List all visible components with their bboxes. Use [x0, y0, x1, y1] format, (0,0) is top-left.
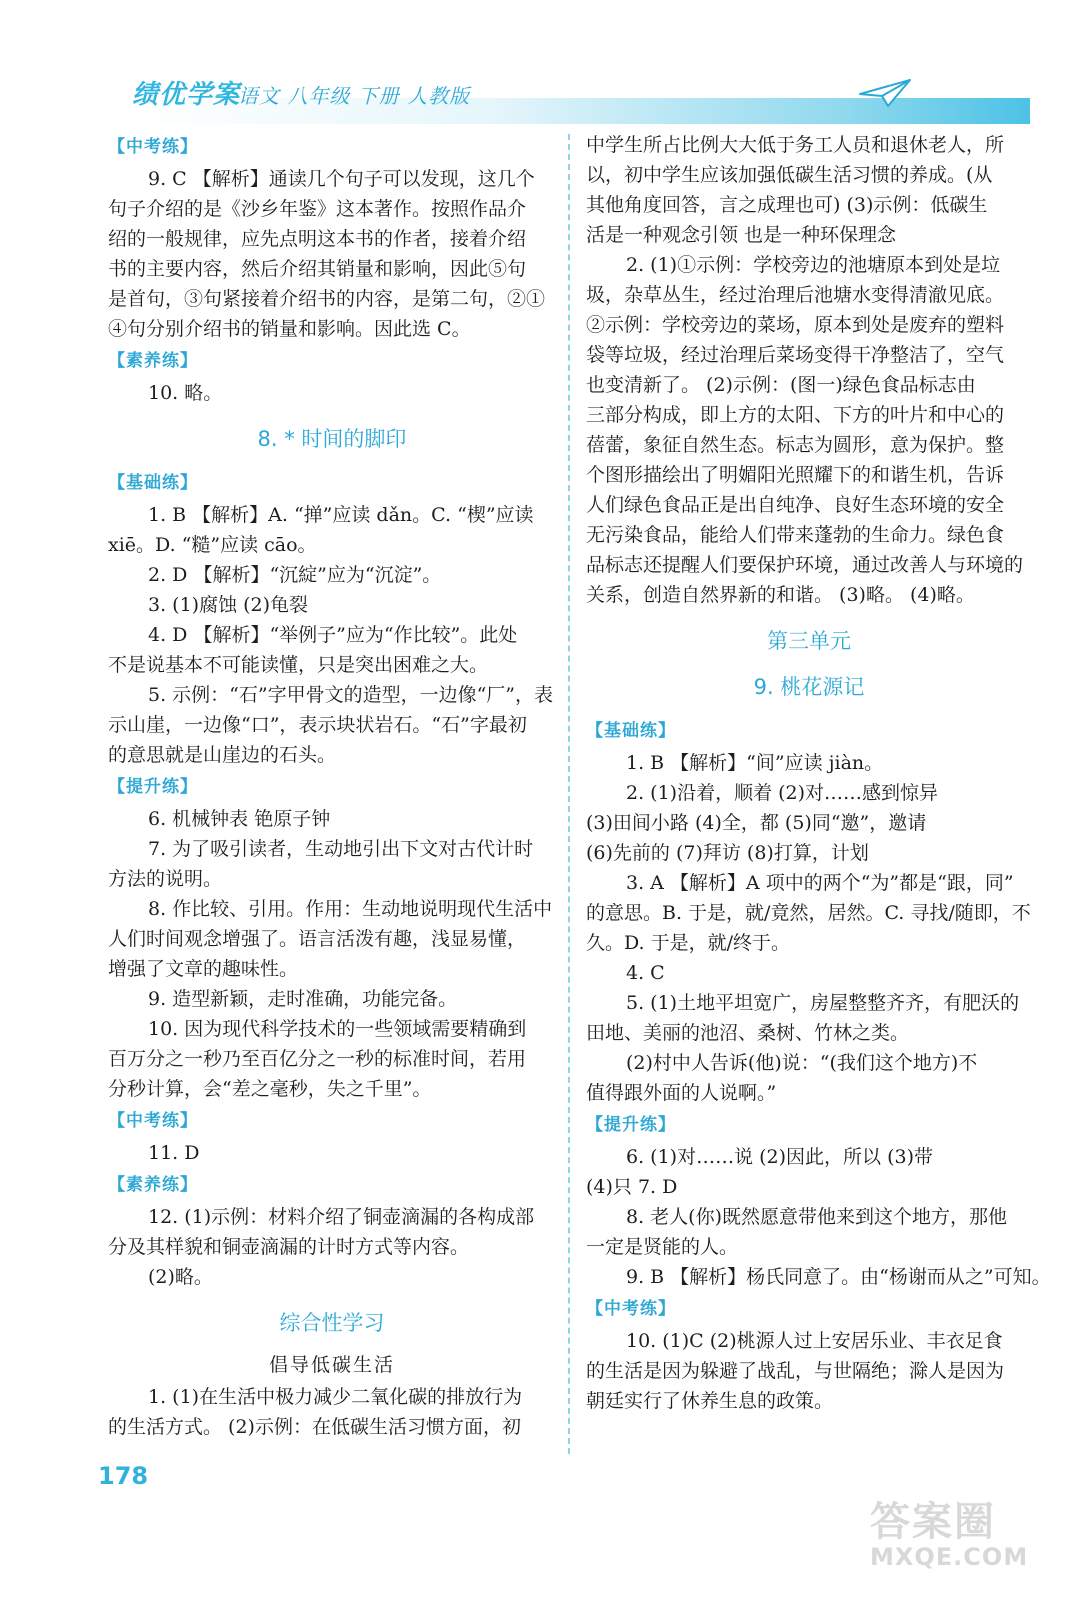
answer-line: 8. 老人(你)既然愿意带他来到这个地方，那他: [626, 1206, 1007, 1228]
section-tag: 【素养练】: [108, 1175, 198, 1195]
answer-line: 是首句，③句紧接着介绍书的内容，是第二句，②①: [108, 288, 546, 310]
answer-line: 1. B 【解析】“间”应读 jiàn。: [626, 752, 884, 774]
answer-line: 值得跟外面的人说啊。”: [586, 1082, 777, 1104]
series-logo: 绩优学案: [132, 80, 241, 110]
answer-line: 久。D. 于是，就/终于。: [586, 932, 791, 954]
answer-line: 分及其样貌和铜壶滴漏的计时方式等内容。: [108, 1236, 470, 1258]
answer-line: 6. (1)对……说 (2)因此，所以 (3)带: [626, 1146, 933, 1168]
answer-line: 袋等垃圾，经过治理后菜场变得干净整洁了，空气: [586, 344, 1005, 366]
answer-line: 关系，创造自然界新的和谐。 (3)略。 (4)略。: [586, 584, 975, 606]
answer-line: 12. (1)示例：材料介绍了铜壶滴漏的各构成部: [148, 1206, 535, 1228]
answer-line: 4. D 【解析】“举例子”应为“作比较”。此处: [148, 624, 518, 646]
answer-line: (6)先前的 (7)拜访 (8)打算，计划: [586, 842, 869, 864]
answer-line: 其他角度回答，言之成理也可) (3)示例：低碳生: [586, 194, 988, 216]
answer-line: 圾，杂草丛生，经过治理后池塘水变得清澈见底。: [586, 284, 1005, 306]
answer-line: 的生活方式。 (2)示例：在低碳生活习惯方面，初: [108, 1416, 521, 1438]
answer-line: 10. 略。: [148, 382, 223, 404]
answer-line: 示山崖，一边像“口”，表示块状岩石。“石”字最初: [108, 714, 527, 736]
answer-line: 的意思就是山崖边的石头。: [108, 744, 337, 766]
section-tag: 【中考练】: [108, 1111, 198, 1131]
page-number: 178: [98, 1462, 149, 1490]
answer-line: 1. B 【解析】A. “掸”应读 dǎn。C. “楔”应读: [148, 504, 534, 526]
book-title: 语文 八年级 下册 人教版: [238, 84, 471, 108]
answer-line: 5. (1)土地平坦宽广，房屋整整齐齐，有肥沃的: [626, 992, 1020, 1014]
answer-line: 田地、美丽的池沼、桑树、竹林之类。: [586, 1022, 910, 1044]
answer-line: 个图形描绘出了明媚阳光照耀下的和谐生机，告诉: [586, 464, 1005, 486]
answer-line: 人们时间观念增强了。语言活泼有趣，浅显易懂，: [108, 928, 527, 950]
answer-line: 9. 造型新颖，走时准确，功能完备。: [148, 988, 458, 1010]
left-column: [108, 130, 556, 1442]
answer-line: 10. (1)C (2)桃源人过上安居乐业、丰衣足食: [626, 1330, 1003, 1352]
answer-line: 增强了文章的趣味性。: [108, 958, 299, 980]
answer-line: ②示例：学校旁边的菜场，原本到处是废弃的塑料: [586, 314, 1005, 336]
answer-line: 的意思。B. 于是，就/竟然，居然。C. 寻找/随即，不: [586, 902, 1031, 924]
answer-line: 无污染食品，能给人们带来蓬勃的生命力。绿色食: [586, 524, 1005, 546]
answer-line: 2. (1)①示例：学校旁边的池塘原本到处是垃: [626, 254, 1001, 276]
page-header: [0, 72, 1067, 132]
answer-line: (4)只 7. D: [586, 1176, 678, 1198]
right-column: [586, 130, 1051, 1416]
answer-line: 1. (1)在生活中极力减少二氧化碳的排放行为: [148, 1386, 523, 1408]
answer-line: 句子介绍的是《沙乡年鉴》这本著作。按照作品介: [108, 198, 527, 220]
unit-title: 第三单元: [767, 629, 851, 653]
section-title: 综合性学习: [279, 1311, 385, 1335]
answer-line: 活是一种观念引领 也是一种环保理念: [586, 224, 897, 246]
answer-line: 绍的一般规律，应先点明这本书的作者，接着介绍: [108, 228, 527, 250]
answer-line: (2)略。: [148, 1266, 213, 1288]
answer-line: 11. D: [148, 1142, 200, 1164]
lesson-title: 9. 桃花源记: [753, 675, 865, 699]
answer-line: 三部分构成，即上方的太阳、下方的叶片和中心的: [586, 404, 1005, 426]
answer-line: 蓓蕾，象征自然生态。标志为圆形，意为保护。整: [586, 434, 1005, 456]
section-tag: 【提升练】: [586, 1115, 676, 1135]
answer-line: 10. 因为现代科学技术的一些领域需要精确到: [148, 1018, 527, 1040]
answer-line: 以，初中学生应该加强低碳生活习惯的养成。(从: [586, 164, 993, 186]
section-tag: 【中考练】: [586, 1299, 676, 1319]
answer-line: 2. (1)沿着，顺着 (2)对……感到惊异: [626, 782, 939, 804]
answer-line: 人们绿色食品正是出自纯净、良好生态环境的安全: [586, 494, 1005, 516]
answer-line: 品标志还提醒人们要保护环境，通过改善人与环境的: [586, 554, 1024, 576]
watermark-url: MXQE.COM: [870, 1543, 1029, 1571]
paper-plane-icon: [858, 76, 912, 110]
answer-line: 分秒计算，会“差之毫秒，失之千里”。: [108, 1078, 432, 1100]
answer-line: 一定是贤能的人。: [586, 1236, 739, 1258]
answer-line: ④句分别介绍书的销量和影响。因此选 C。: [108, 318, 471, 340]
answer-line: 8. 作比较、引用。作用：生动地说明现代生活中: [148, 898, 553, 920]
answer-line: 7. 为了吸引读者，生动地引出下文对古代计时: [148, 838, 534, 860]
answer-line: 方法的说明。: [108, 868, 223, 890]
lesson-title: 8. * 时间的脚印: [257, 427, 407, 451]
answer-line: 2. D 【解析】“沉綻”应为“沉淀”。: [148, 564, 442, 586]
section-tag: 【基础练】: [108, 473, 198, 493]
activity-title: 倡导低碳生活: [268, 1354, 395, 1376]
answer-line: 5. 示例：“石”字甲骨文的造型，一边像“厂”，表: [148, 684, 554, 706]
answer-line: 书的主要内容，然后介绍其销量和影响，因此⑤句: [108, 258, 527, 280]
section-tag: 【提升练】: [108, 777, 198, 797]
answer-line: (2)村中人告诉(他)说：“(我们这个地方)不: [626, 1052, 978, 1074]
answer-line: 的生活是因为躲避了战乱，与世隔绝；滁人是因为: [586, 1360, 1005, 1382]
answer-line: 百万分之一秒乃至百亿分之一秒的标准时间，若用: [108, 1048, 527, 1070]
answer-line: 3. (1)腐蚀 (2)龟裂: [148, 594, 309, 616]
answer-line: 也变清新了。 (2)示例：(图一)绿色食品标志由: [586, 374, 976, 396]
answer-line: (3)田间小路 (4)全，都 (5)同“邀”，邀请: [586, 812, 927, 834]
column-divider: [568, 134, 570, 1454]
answer-line: 不是说基本不可能读懂，只是突出困难之大。: [108, 654, 489, 676]
answer-line: 4. C: [626, 962, 665, 984]
watermark-text: 答案圈: [870, 1499, 996, 1545]
answer-line: 6. 机械钟表 铯原子钟: [148, 808, 331, 830]
answer-line: xiē。D. “糙”应读 cāo。: [108, 534, 317, 556]
answer-line: 朝廷实行了休养生息的政策。: [586, 1390, 834, 1412]
answer-line: 3. A 【解析】A 项中的两个“为”都是“跟，同”: [626, 872, 1014, 894]
section-tag: 【中考练】: [108, 137, 198, 157]
site-watermark: [870, 1490, 1028, 1571]
section-tag: 【素养练】: [108, 351, 198, 371]
section-tag: 【基础练】: [586, 721, 676, 741]
answer-line: 9. C 【解析】通读几个句子可以发现，这几个: [148, 168, 535, 190]
answer-line: 中学生所占比例大大低于务工人员和退休老人，所: [586, 134, 1005, 156]
answer-line: 9. B 【解析】杨氏同意了。由“杨谢而从之”可知。: [626, 1266, 1051, 1288]
